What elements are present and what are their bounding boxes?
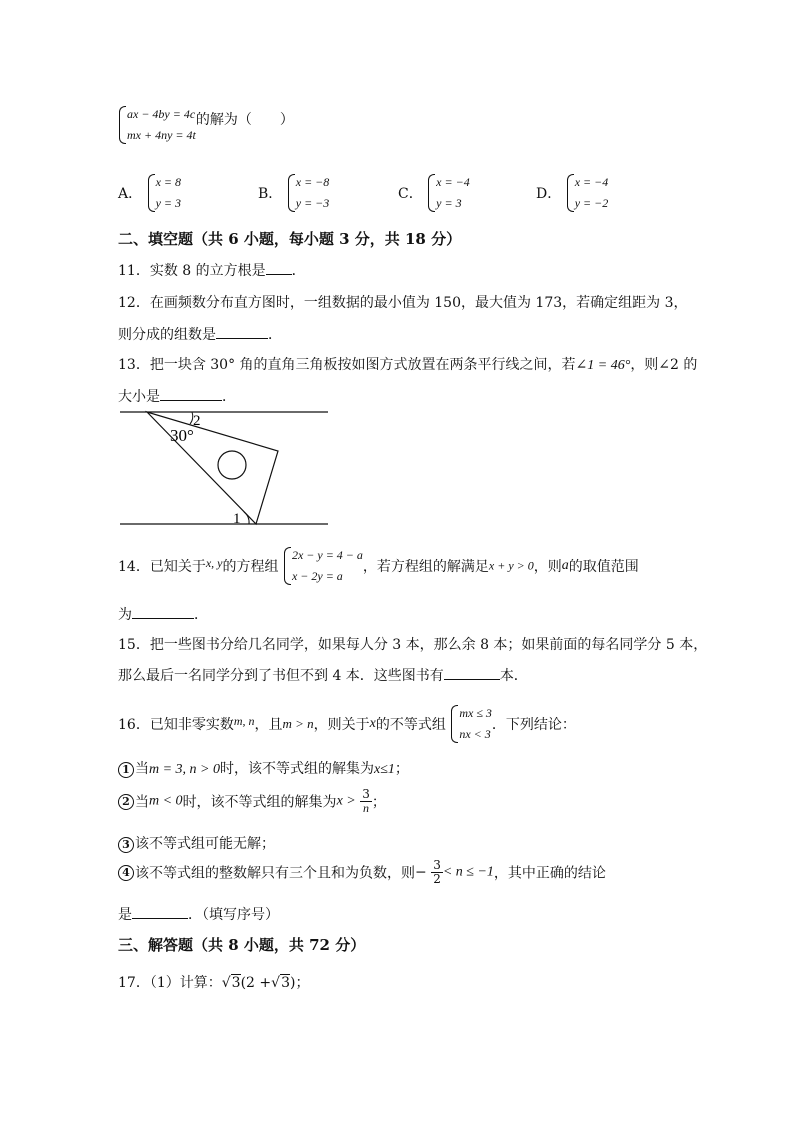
q16-last-line [118,904,279,924]
q16-tail: ．下列结论： [491,717,576,733]
q15-line2 [118,665,528,685]
q14-line1 [118,545,639,587]
q15-line1: 15．把一些图书分给几名同学，如果每人分 3 本，那么余 8 本；如果前面的每名同学分 5 本， [118,637,708,653]
q16-x: x [369,716,376,731]
c2-end: ； [371,794,386,811]
q13-text-2: 大小是 [118,389,160,405]
q16-conclusion-1 [118,758,409,778]
option-row: x = 8 [155,175,182,189]
circled-number-1: 1 [118,762,134,778]
q16-conclusion-3 [118,833,275,853]
label-1: 1 [233,511,241,527]
option-row: y = 3 [436,196,462,210]
q14-eq2: x − 2y = a [291,569,343,583]
q13-line2 [118,386,236,406]
section-2-heading: 二、填空题（共 6 小题，每小题 3 分，共 18 分） [118,230,462,248]
q17-mid: (2 + [240,975,272,991]
label-2: 2 [193,413,201,429]
q17 [118,972,309,992]
c4-text: 该不等式组的整数解只有三个且和为负数，则 [135,865,415,882]
circled-number-2: 2 [118,794,134,810]
q14-vars: x, y [205,555,223,570]
q10-eq1: ax − 4by = 4c [127,107,196,121]
q11-end: ． [291,263,306,279]
frac-numerator: 3 [433,858,441,872]
c2-text-b: 时，该不等式组的解集为 [182,794,337,811]
q12-text: 则分成的组数是 [118,327,216,343]
q14-text-mid: 的方程组 [222,559,279,575]
q13-text-b: ，则∠2 的 [630,357,698,373]
frac-numerator: 3 [362,787,370,801]
option-row: x = −8 [295,175,330,189]
q13-text: 13．把一块含 30° 角的直角三角板按如图方式放置在两条平行线之间，若 [118,357,576,373]
section-3-heading: 三、解答题（共 8 小题，共 72 分） [118,936,366,954]
q10-option-c [398,172,470,214]
label-30: 30° [170,426,194,445]
option-row: y = −2 [574,196,609,210]
option-row: x = −4 [574,175,609,189]
q10-option-b [258,172,329,214]
c4-neg: − [415,864,427,881]
c1-text: 当 [135,761,149,777]
q16-ineq2: nx < 3 [459,727,491,741]
circled-number-3: 3 [118,837,134,853]
q14-text-2: 为 [118,607,132,623]
q16-mn: m, n [233,713,255,728]
angle-arc-1 [244,512,249,524]
q16-conclusion-2 [118,788,386,815]
answer-blank[interactable] [444,667,500,680]
q16-text: 16．已知非零实数 [118,717,234,733]
q15-end: 本． [499,668,528,684]
c2-fraction [360,788,372,815]
option-label: C． [398,186,423,202]
q12-line1: 12．在画频数分布直方图时，一组数据的最小值为 150，最大值为 173，若确定组距为 3， [118,295,688,311]
q11-text: 11．实数 8 的立方根是 [118,263,266,279]
c2-math: m < 0 [149,793,183,809]
q13-angle1: ∠1 = 46° [575,358,631,373]
c1-end: ； [394,761,409,777]
c4-ineq: < n ≤ −1 [442,864,494,880]
sqrt-icon: √ [221,975,231,991]
q16-last-end: ．（填写序号） [188,907,279,923]
q17-text: 17．（1）计算： [118,975,222,991]
option-row: y = 3 [155,196,182,210]
q10-system [118,104,294,146]
q10-option-d [536,172,608,214]
q10-tail: 的解为（ ） [195,112,294,128]
q14-cond: x + y > 0 [488,558,534,573]
option-label: D． [536,186,562,202]
q10-option-a [118,172,181,214]
c4-fraction [431,859,443,886]
q12-line2 [118,324,282,344]
c2-text: 当 [135,794,149,811]
frac-denominator: n [363,801,369,815]
q14-cond-post: ，则 [533,559,562,575]
q16-text-mid3: 的不等式组 [375,717,446,733]
q17-end: )； [289,975,310,991]
c3-text: 该不等式组可能无解； [135,836,275,852]
q14-line2 [118,604,208,624]
option-label: A． [118,186,143,202]
answer-blank[interactable] [132,606,194,619]
q14-cond-pre: ，若方程组的解满足 [362,559,489,575]
q12-end: ． [268,327,282,343]
q13-line1 [118,354,697,374]
q14-eq1: 2x − y = 4 − a [291,548,363,562]
q16-text-mid: ，且 [254,717,283,733]
q16-cond: m > n [282,716,314,731]
triangle-ruler [147,412,278,524]
q16-text-mid2: ，则关于 [313,717,370,733]
q10-equation-system [118,104,196,146]
sqrt-icon: √ [271,975,281,991]
q14-end: ． [194,607,208,623]
q16-ineq1: mx ≤ 3 [459,706,492,720]
option-row: x = −4 [436,175,470,189]
option-row: y = −3 [295,196,330,210]
c1-text-b: 时，该不等式组的解集为 [220,761,375,777]
q13-figure [112,404,336,530]
q16-line1 [118,703,576,745]
q17-radicand-1: 3 [231,975,241,991]
q17-radicand-2: 3 [281,975,290,991]
c4-text-b: ，其中正确的结论 [493,865,606,882]
c1-math: m = 3, n > 0 [149,762,221,777]
q16-last-text: 是 [118,907,132,923]
q11 [118,260,306,280]
q15-text: 那么最后一名同学分到了书但不到 4 本．这些图书有 [118,668,444,684]
ruler-hole [218,451,246,479]
answer-blank[interactable] [160,388,222,401]
q14-equation-system [283,545,363,587]
answer-blank[interactable] [132,906,188,919]
q16-inequality-system [450,703,492,745]
answer-blank[interactable] [266,262,292,275]
option-label: B． [258,186,283,202]
c1-sol: x≤1 [374,762,395,777]
q14-text: 14．已知关于 [118,559,206,575]
q10-eq2: mx + 4ny = 4t [127,128,196,142]
answer-blank[interactable] [216,326,268,339]
c2-sol: x > [336,793,356,809]
frac-denominator: 2 [433,872,441,886]
q16-conclusion-4 [118,859,606,886]
q14-tail: 的取值范围 [568,559,639,575]
q13-end: ． [222,389,236,405]
q14-a: a [561,558,569,573]
circled-number-4: 4 [118,865,134,881]
